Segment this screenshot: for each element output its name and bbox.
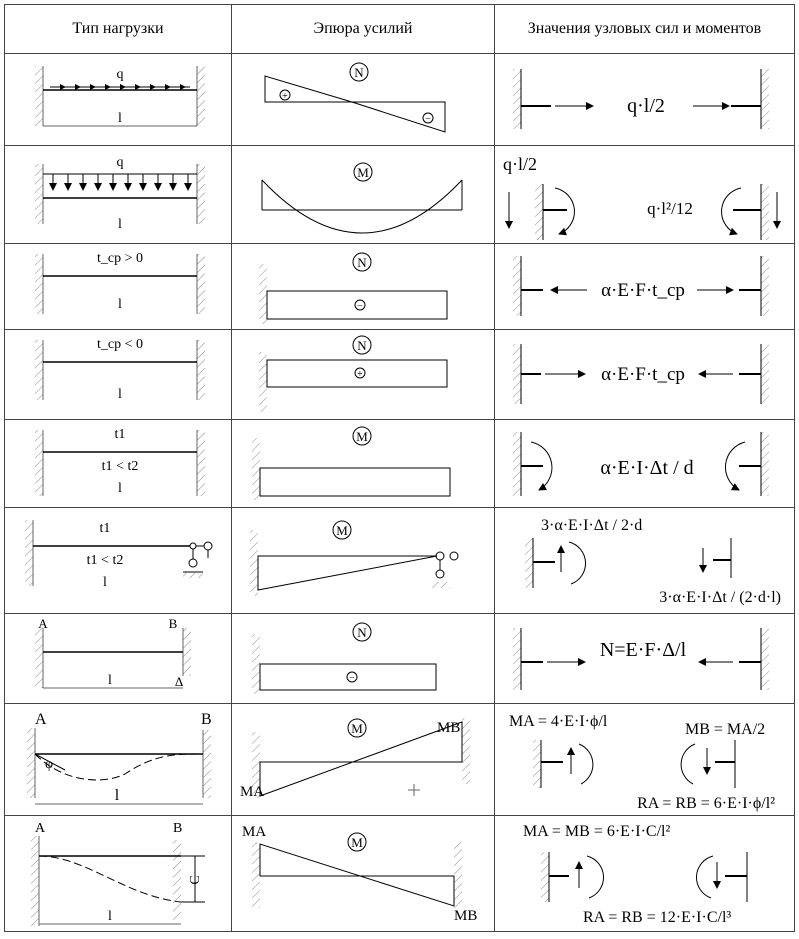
load-cell [5, 816, 232, 932]
nodal-formula-2: MB = MA/2 [685, 721, 766, 738]
table-row [5, 704, 795, 816]
length-label: l [114, 787, 120, 804]
nodal-formula-3: RA = RB = 6·E·I·ϕ/l² [637, 795, 775, 812]
load-label: t1 [114, 427, 126, 442]
nodal-cell [495, 420, 795, 508]
mb-label: MB [454, 908, 478, 924]
ma-label: MA [242, 824, 267, 840]
diagram-badge: M [351, 835, 363, 850]
length-label: l [118, 111, 122, 126]
load-cell [5, 244, 232, 330]
sign-minus: − [349, 673, 355, 684]
diagram-cell [232, 420, 495, 508]
load-cell [5, 704, 232, 816]
nodal-formula-1: MA = MB = 6·E·I·C/l² [523, 823, 671, 840]
header-nodal: Значения узловых сил и моментов [495, 5, 795, 54]
length-label: l [108, 673, 112, 688]
nodal-formula: α·E·I·Δt / d [600, 457, 694, 479]
diagram-badge: M [336, 523, 348, 538]
diagram-cell [232, 816, 495, 932]
load-label: q [116, 155, 124, 170]
diagram-cell [232, 508, 495, 614]
load-label: t_cp < 0 [97, 337, 143, 352]
load-cell [5, 420, 232, 508]
nodal-formula: N=E·F·Δ/l [599, 639, 687, 661]
mb-label: MB [437, 720, 461, 736]
header-diagram: Эпюра усилий [232, 5, 495, 54]
point-b: B [168, 616, 178, 631]
diagram-cell [232, 244, 495, 330]
load-cell [5, 614, 232, 704]
diagram-badge: M [357, 165, 369, 180]
diagram-badge: N [357, 255, 367, 270]
point-b: B [173, 821, 183, 836]
nodal-formula-2: RA = RB = 12·E·I·C/l³ [583, 909, 732, 926]
length-label: l [118, 387, 122, 402]
nodal-formula-1: 3·α·E·I·Δt / 2·d [541, 517, 643, 534]
sign-minus: − [357, 301, 363, 312]
load-cell [5, 54, 232, 146]
diagram-badge: N [354, 65, 364, 80]
ma-label: MA [240, 784, 265, 800]
nodal-cell [495, 614, 795, 704]
diagram-cell [232, 146, 495, 244]
load-table [4, 4, 795, 932]
nodal-cell [495, 244, 795, 330]
table-row [5, 420, 795, 508]
load-label: q [116, 67, 124, 82]
nodal-formula: α·E·F·t_cp [601, 364, 685, 385]
point-a: A [38, 616, 48, 631]
nodal-formula-2: 3·α·E·I·Δt / (2·d·l) [659, 589, 781, 606]
diagram-cell [232, 54, 495, 146]
table-row [5, 146, 795, 244]
diagram-badge: N [357, 625, 367, 640]
nodal-cell [495, 146, 795, 244]
nodal-cell [495, 704, 795, 816]
load-label: t_cp > 0 [97, 251, 143, 266]
sign-plus: + [282, 91, 288, 102]
nodal-cell [495, 508, 795, 614]
length-label: l [118, 297, 122, 312]
header-load-type: Тип нагрузки [5, 5, 232, 54]
diagram-badge: M [356, 429, 368, 444]
length-label: l [118, 217, 122, 232]
phi-label: φ [45, 757, 54, 772]
nodal-formula: α·E·F·t_cp [601, 280, 685, 301]
length-label: l [103, 575, 107, 590]
nodal-force: q·l/2 [503, 154, 537, 174]
length-label: l [108, 909, 112, 924]
nodal-cell [495, 816, 795, 932]
table-row [5, 244, 795, 330]
load-cell [5, 330, 232, 420]
diagram-badge: M [351, 721, 363, 736]
table-row [5, 816, 795, 932]
delta-label: Δ [174, 674, 184, 689]
point-b: B [201, 711, 212, 728]
nodal-moment: q·l²/12 [647, 199, 693, 218]
sign-plus: + [357, 369, 363, 380]
load-cell [5, 508, 232, 614]
nodal-cell [495, 54, 795, 146]
diagram-cell [232, 614, 495, 704]
table-row [5, 330, 795, 420]
load-cell [5, 146, 232, 244]
load-label: t1 [99, 521, 111, 536]
c-label: C [188, 875, 203, 885]
load-sub-label: t1 < t2 [101, 459, 139, 474]
nodal-formula-1: MA = 4·E·I·ϕ/l [509, 713, 608, 730]
point-a: A [35, 711, 47, 728]
length-label: l [118, 481, 122, 496]
nodal-cell [495, 330, 795, 420]
table-row [5, 614, 795, 704]
table-row [5, 508, 795, 614]
nodal-formula: q·l/2 [627, 95, 665, 117]
load-sub-label: t1 < t2 [86, 553, 124, 568]
sign-minus: − [425, 114, 431, 125]
header-row [5, 5, 795, 54]
diagram-cell [232, 330, 495, 420]
table-row [5, 54, 795, 146]
diagram-cell [232, 704, 495, 816]
diagram-badge: N [357, 338, 367, 353]
point-a: A [35, 821, 46, 836]
